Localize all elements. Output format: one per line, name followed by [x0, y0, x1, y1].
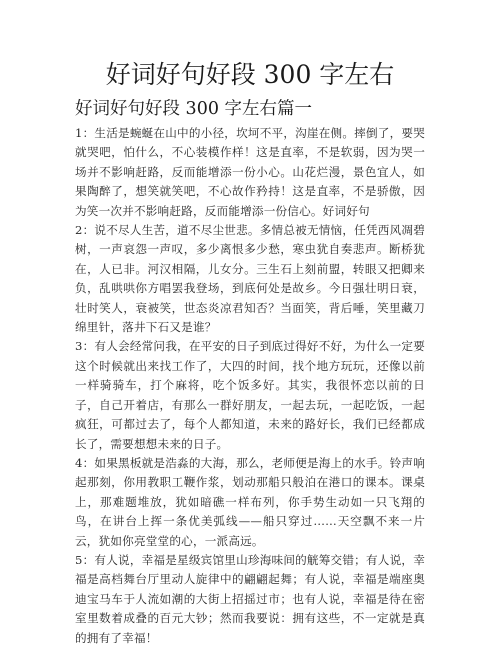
paragraph-2: 2：说不尽人生苦，道不尽尘世悲。多情总被无情恼，任凭西风凋碧树，一声哀怨一声叹，多少离恨多少愁，寒虫犹自奏悲声。断桥犹在，人已非。河汉相隔，儿女分。三生石上刻前盟，转眼又把卿来负，乱哄哄你方唱罢我登场，到底何处是故乡。今日强壮明日衰，壮时笑人，衰被笑，世态炎凉君知否？当面笑，背后唾，笑里藏刀绵里针，落井下石又是谁？	[75, 223, 425, 335]
body-text	[75, 124, 425, 648]
section-heading: 好词好句好段 300 字左右篇一	[75, 99, 313, 119]
paragraph-5: 5：有人说，幸福是星级宾馆里山珍海味间的觥筹交错；有人说，幸福是高档舞台厅里动人旋律中的翩翩起舞；有人说，幸福是端座奥迪宝马车于人流如潮的大街上招摇过市；也有人说，幸福是待在密室里数着成叠的百元大钞；然而我要说：拥有这些，不一定就是真的拥有了幸福！	[75, 552, 425, 645]
paragraph-1: 1：生活是蜿蜒在山中的小径，坎坷不平，沟崖在侧。摔倒了，要哭就哭吧，怕什么，不心装模作样！这是直率，不是软弱，因为哭一场并不影响赶路，反而能增添一份小心。山花烂漫，景色宜人，如果陶醉了，想笑就笑吧，不心故作矜持！这是直率，不是骄傲，因为笑一次并不影响赶路，反而能增添一份信心。好词好句	[75, 126, 425, 218]
document-title: 好词好句好段 300 字左右	[105, 60, 395, 89]
paragraph-4: 4：如果黑板就是浩淼的大海，那么，老师便是海上的水手。铃声响起那刻，你用教职工鞭作浆，划动那船只般泊在港口的课本。课桌上，那难题堆放，犹如暗礁一样布列，你手势生动如一只飞翔的鸟，在讲台上挥一条优美弧线——船只穿过……天空飘不来一片云，犹如你亮堂堂的心，一派高远。	[75, 455, 425, 548]
paragraph-3: 3：有人会经常问我，在平安的日子到底过得好不好，为什么一定要这个时候就出来找工作了，大四的时间，找个地方玩玩，还像以前一样骑骑车，打个麻将，吃个饭多好。其实，我很怀恋以前的日子，自己开着店，有那么一群好朋友，一起去玩，一起吃饭，一起疯狂，可都过去了，每个人都知道，未来的路好长，我们已经都成长了，需要想想未来的日子。	[75, 339, 425, 451]
